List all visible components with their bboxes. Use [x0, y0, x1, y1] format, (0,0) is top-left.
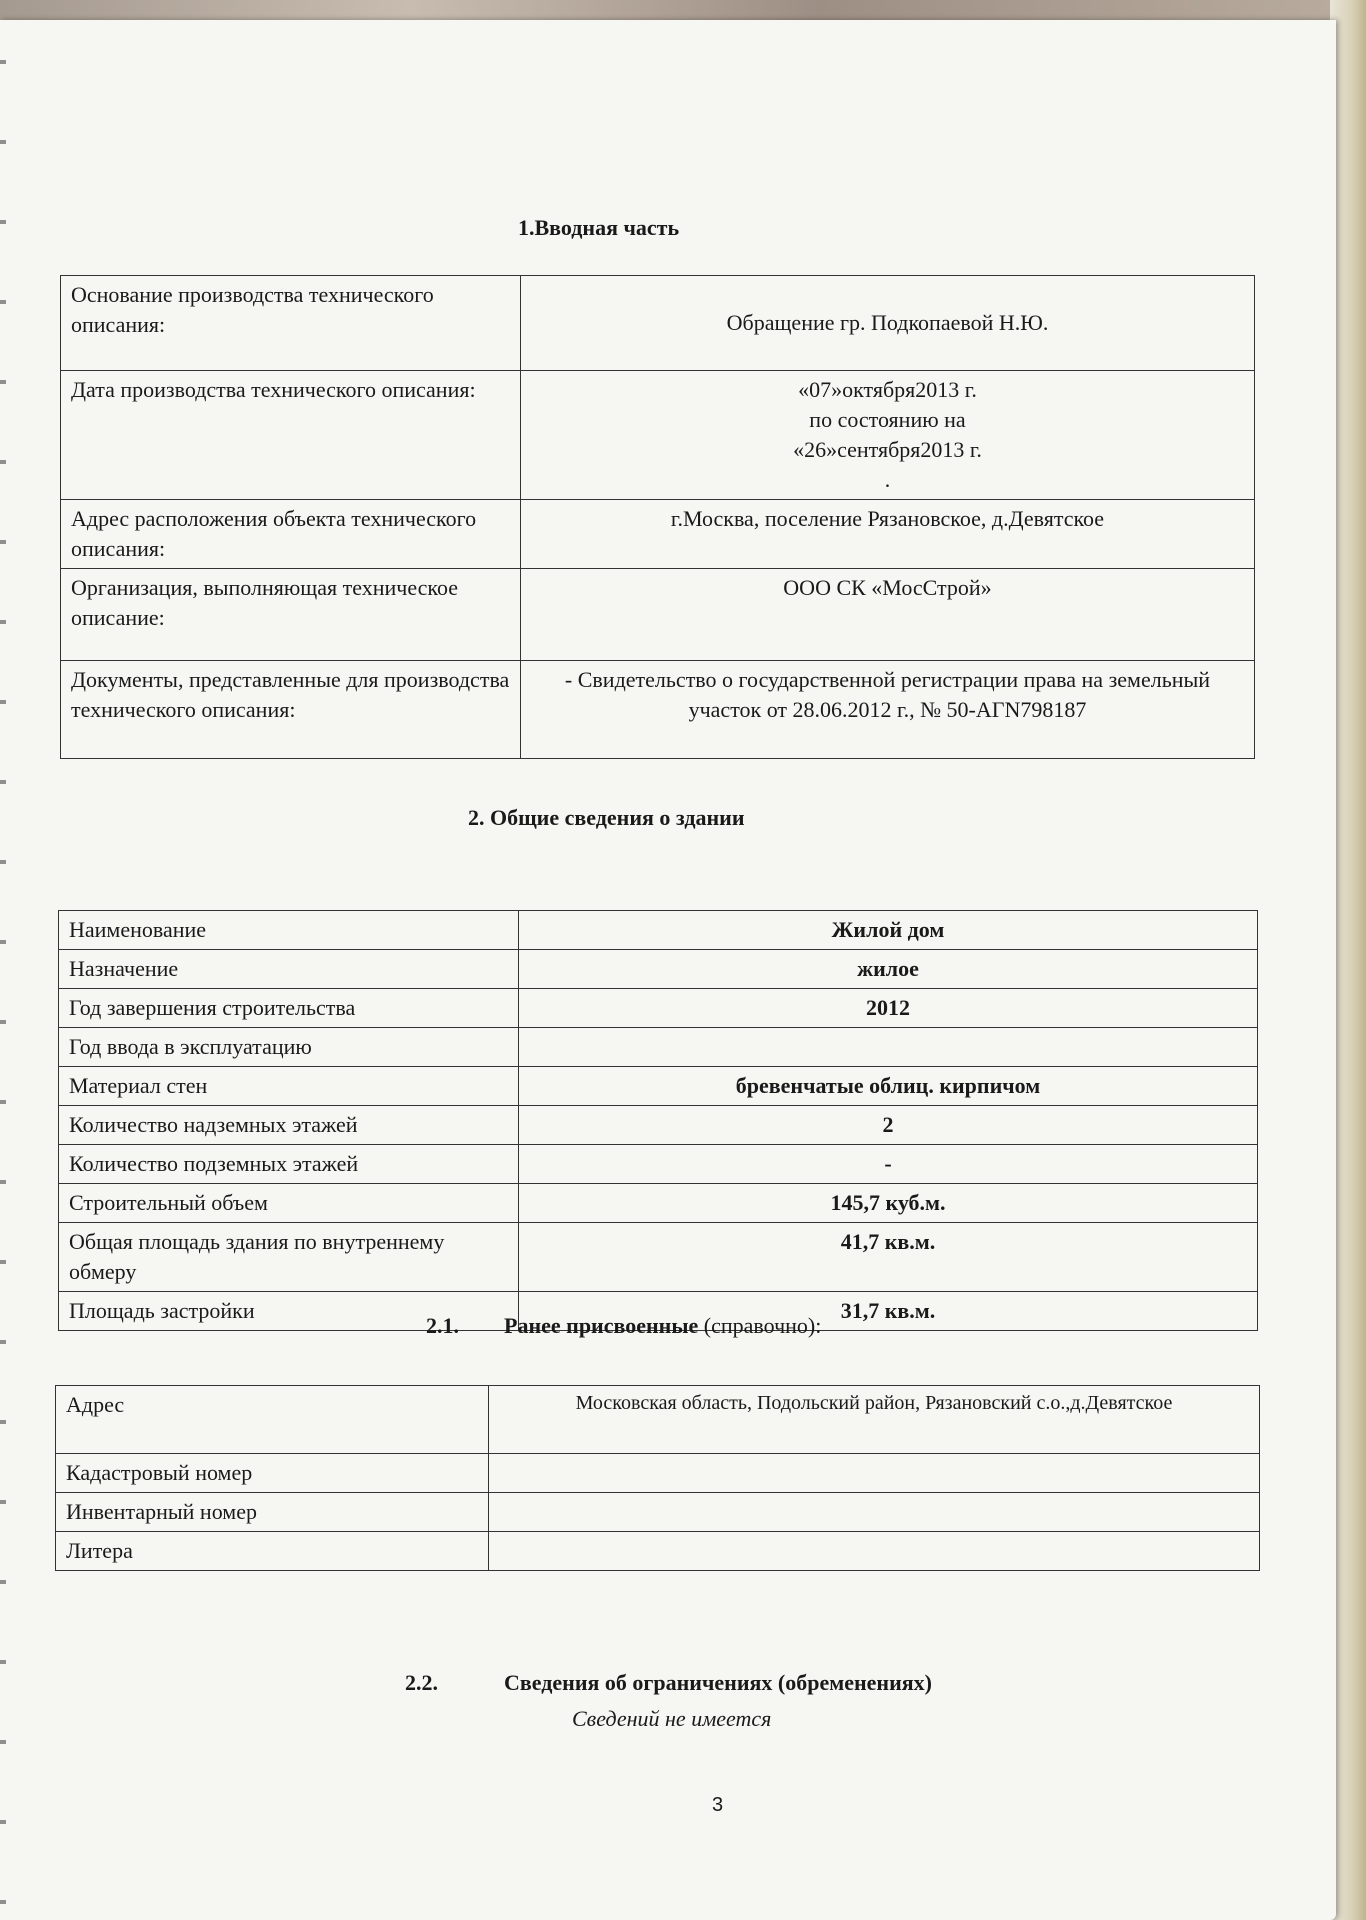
row-value: 145,7 куб.м. [519, 1184, 1258, 1223]
table-row [59, 1145, 1258, 1184]
table-row [59, 1067, 1258, 1106]
table-row [56, 1493, 1260, 1532]
table-row [59, 989, 1258, 1028]
row-label: Общая площадь здания по внутреннему обмеру [59, 1223, 519, 1292]
row-label: Организация, выполняющая техническое описание: [61, 569, 521, 661]
table-row [59, 1106, 1258, 1145]
row-value: 41,7 кв.м. [519, 1223, 1258, 1292]
row-value: 2012 [519, 989, 1258, 1028]
row-label: Литера [56, 1532, 489, 1571]
row-label: Кадастровый номер [56, 1454, 489, 1493]
table-row [59, 1184, 1258, 1223]
section-1-title: 1.Вводная часть [518, 215, 680, 240]
table-row [56, 1386, 1260, 1454]
row-label: Материал стен [59, 1067, 519, 1106]
section-2-1-title-bold: Ранее присвоенные [504, 1313, 699, 1338]
section-2-title: 2. Общие сведения о здании [468, 805, 745, 830]
row-value: «07»октября2013 г. по состоянию на «26»сентября2013 г. . [521, 371, 1255, 500]
table-row [59, 950, 1258, 989]
row-value: жилое [519, 950, 1258, 989]
row-value: г.Москва, поселение Рязановское, д.Девятское [521, 500, 1255, 569]
table-row [59, 1028, 1258, 1067]
row-label: Адрес расположения объекта технического описания: [61, 500, 521, 569]
row-value: - Свидетельство о государственной регистрации права на земельный участок от 28.06.2012 г., № 50-АГN798187 [521, 661, 1255, 759]
row-value: 2 [519, 1106, 1258, 1145]
building-info-table [58, 910, 1258, 1331]
table-row [61, 371, 1255, 500]
row-label: Адрес [56, 1386, 489, 1454]
row-label: Количество надземных этажей [59, 1106, 519, 1145]
row-value: Обращение гр. Подкопаевой Н.Ю. [521, 276, 1255, 371]
section-2-1-title [504, 1313, 821, 1339]
row-value: ООО СК «МосСтрой» [521, 569, 1255, 661]
row-label: Основание производства технического описания: [61, 276, 521, 371]
table-row [61, 276, 1255, 371]
row-value: Жилой дом [519, 911, 1258, 950]
section-2-2-number: 2.2. [405, 1670, 438, 1695]
row-value [489, 1454, 1260, 1493]
table-row [56, 1532, 1260, 1571]
table-row [59, 911, 1258, 950]
row-value [489, 1493, 1260, 1532]
binding-edge [0, 60, 6, 1920]
row-value: бревенчатые облиц. кирпичом [519, 1067, 1258, 1106]
row-label: Наименование [59, 911, 519, 950]
document-page [0, 20, 1336, 1920]
table-row [61, 661, 1255, 759]
section-2-1-title-normal: (справочно): [698, 1313, 822, 1338]
row-label: Назначение [59, 950, 519, 989]
row-label: Год завершения строительства [59, 989, 519, 1028]
table-row [61, 569, 1255, 661]
row-label: Год ввода в эксплуатацию [59, 1028, 519, 1067]
section-2-1-number: 2.1. [426, 1313, 459, 1338]
row-label: Количество подземных этажей [59, 1145, 519, 1184]
row-label: Документы, представленные для производства технического описания: [61, 661, 521, 759]
row-value [519, 1028, 1258, 1067]
encumbrance-note: Сведений не имеется [572, 1706, 772, 1731]
row-label: Строительный объем [59, 1184, 519, 1223]
table-row [59, 1223, 1258, 1292]
row-label: Инвентарный номер [56, 1493, 489, 1532]
row-value: Московская область, Подольский район, Рязановский с.о.,д.Девятское [489, 1386, 1260, 1454]
table-row [56, 1454, 1260, 1493]
intro-table [60, 275, 1255, 759]
section-2-2-title: Сведения об ограничениях (обременениях) [504, 1670, 932, 1695]
page-number: 3 [712, 1794, 724, 1816]
row-value [489, 1532, 1260, 1571]
row-value: - [519, 1145, 1258, 1184]
row-value: 31,7 кв.м. [519, 1292, 1258, 1331]
row-label: Дата производства технического описания: [61, 371, 521, 500]
previous-identifiers-table [55, 1385, 1260, 1571]
table-row [61, 500, 1255, 569]
row-label: Площадь застройки [59, 1292, 519, 1331]
